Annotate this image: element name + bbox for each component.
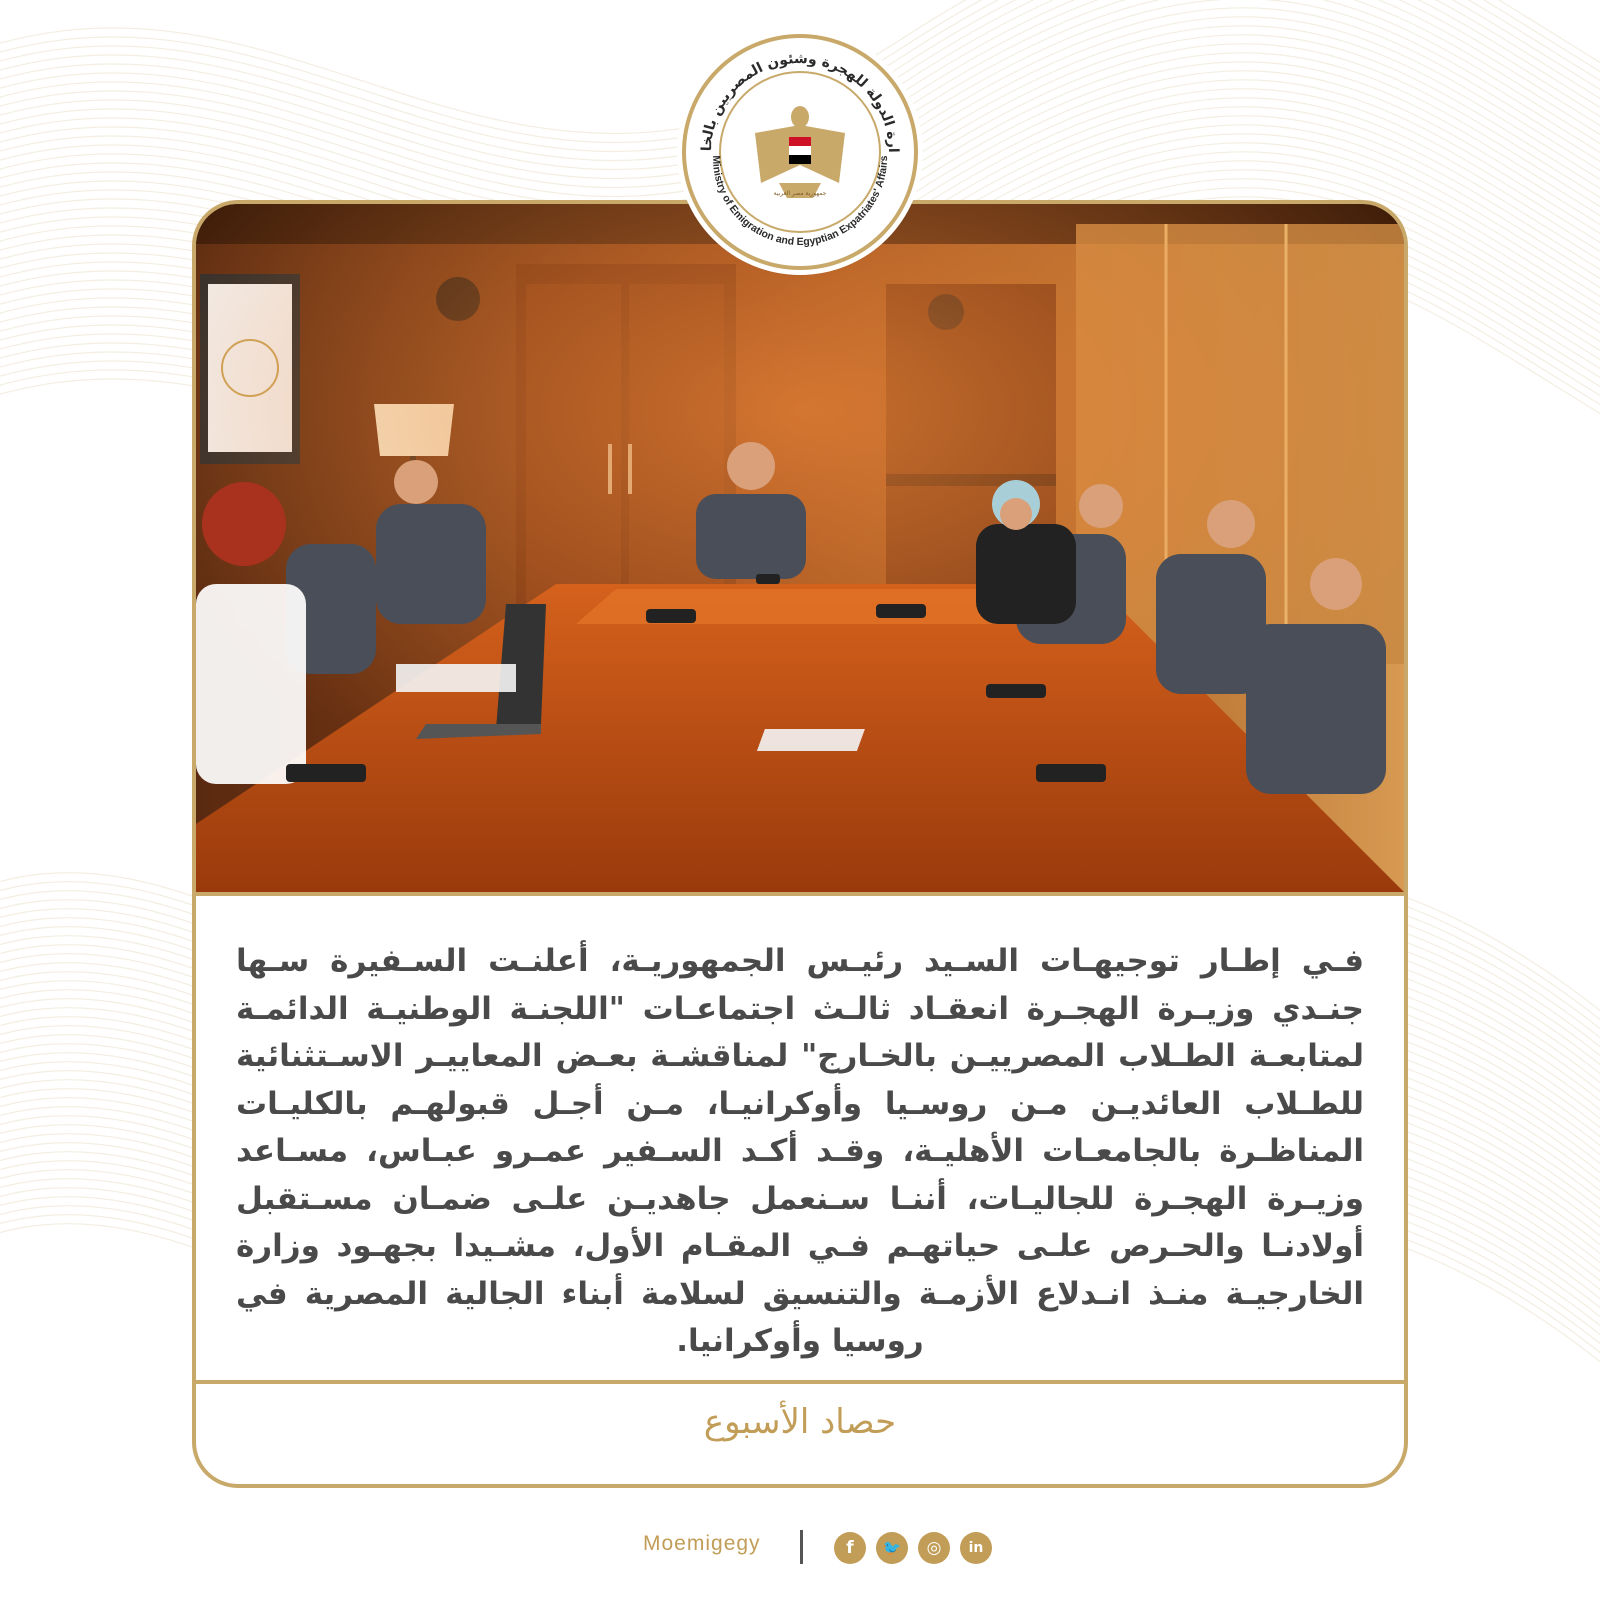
- news-caption: فـي إطـار توجيهـات السـيد رئيـس الجمهوريـة، أعلنـت السـفيرة سـها جنـدي وزيـرة الهجـرة انعقـاد ثالـث اجتماعـات "اللجنـة الوطنيـة الدائمـة لمتابعـة الطـلاب المصرييـن بالخـارج" لمناقشـة بعـض المعاييـر الاسـتثنائية للطـلاب العائديـن مـن روسـيا وأوكرانيـا، مـن أجـل قبولهـم بالكليـات المناظـرة بالجامعـات الأهليـة، وقـد أكـد السـفير عمـرو عبـاس، مسـاعد وزيـرة الهجـرة للجاليـات، أننـا سـنعمل جاهديـن علـى ضمـان مسـتقبل أولادنـا والحـرص علـى حياتهـم فـي المقـام الأول، مشـيدا بجهـود وزارة الخارجيـة منـذ انـدلاع الأزمـة والتنسيق لسلامة أبناء الجالية المصرية في روسيا وأوكرانيا.: [236, 943, 1364, 1359]
- twitter-icon[interactable]: 🐦: [876, 1532, 908, 1564]
- ministry-logo: [681, 33, 919, 271]
- logo-english-name: Ministry of Emigration and Egyptian Expatriates' Affairs: [709, 155, 891, 248]
- facebook-icon[interactable]: f: [834, 1532, 866, 1564]
- separator: [800, 1530, 803, 1564]
- content-card: [192, 200, 1408, 1488]
- instagram-icon[interactable]: ◎: [918, 1532, 950, 1564]
- section-title: حصاد الأسبوع: [703, 1402, 897, 1442]
- logo-seal-text: جمهورية مصر العربية: [773, 190, 827, 197]
- linkedin-icon[interactable]: in: [960, 1532, 992, 1564]
- meeting-room-photo: [196, 204, 1404, 896]
- logo-arabic-name: ارة الدولة للهجرة وشئون المصريين بالخا: [698, 50, 902, 153]
- divider: [196, 1380, 1404, 1384]
- eagle-seal-icon: [681, 33, 919, 271]
- social-handle[interactable]: Moemigegy: [643, 1532, 761, 1555]
